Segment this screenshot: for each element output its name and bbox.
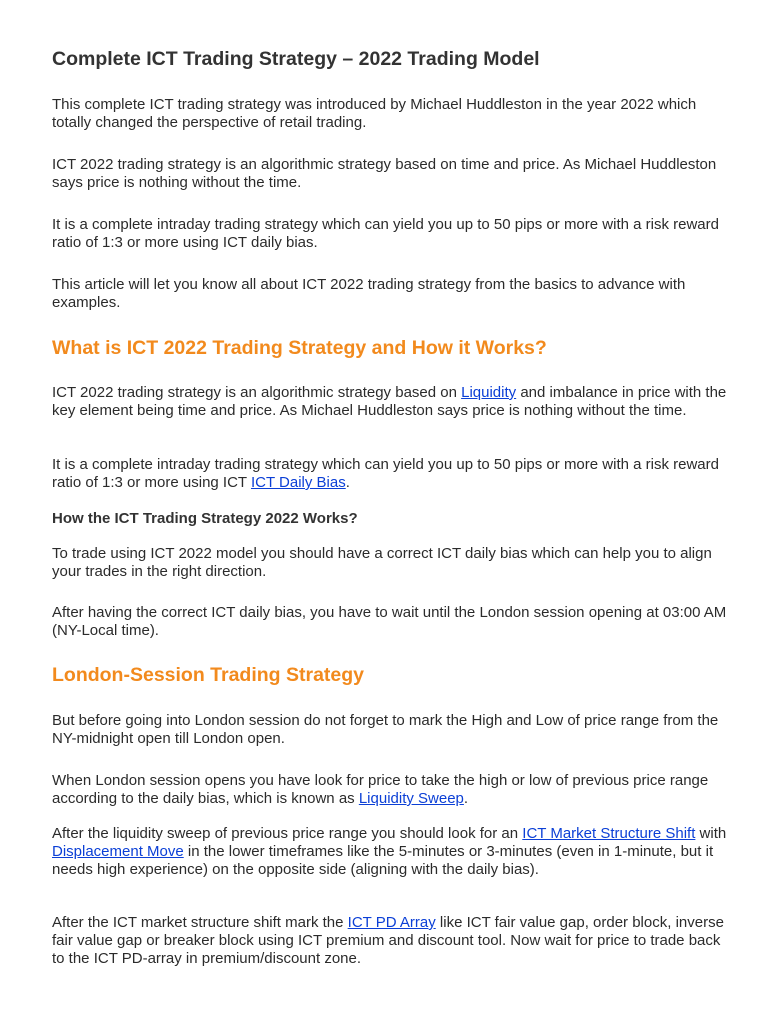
section1-p2-text-b: . — [345, 474, 350, 491]
section1-subheading: How the ICT Trading Strategy 2022 Works? — [52, 510, 358, 527]
section2-heading: London-Session Trading Strategy — [52, 664, 365, 686]
section2-p4-text-b: like ICT fair value gap, order block, inverse fair value gap or breaker block using ICT premium and discount tool. Now wait for price to trade back to the ICT PD-array in premium/discount zone. — [52, 914, 724, 967]
section2-paragraph-1: But before going into London session do not forget to mark the High and Low of price range from the NY-midnight open till London open. — [52, 712, 719, 747]
section2-p2-text-a: When London session opens you have look for price to take the high or low of previous price range according to the daily bias, which is known as — [52, 772, 709, 807]
section1-paragraph-3: To trade using ICT 2022 model you should have a correct ICT daily bias which can help you to align your trades in the right direction. — [52, 545, 712, 580]
displacement-move-link[interactable]: Displacement Move — [52, 843, 184, 860]
section1-heading: What is ICT 2022 Trading Strategy and How it Works? — [52, 337, 547, 359]
section2-p4-text-a: After the ICT market structure shift mark the — [52, 914, 348, 931]
intro-paragraph-3: It is a complete intraday trading strategy which can yield you up to 50 pips or more with a risk reward ratio of 1:3 or more using ICT daily bias. — [52, 216, 719, 251]
section1-p1-text-b: and imbalance in price with the key element being time and price. As Michael Huddleston says price is nothing without the time. — [52, 384, 727, 419]
ict-pd-array-link[interactable]: ICT PD Array — [347, 914, 436, 931]
section1-p1-text-a: ICT 2022 trading strategy is an algorithmic strategy based on — [52, 384, 462, 401]
intro-paragraph-1: This complete ICT trading strategy was introduced by Michael Huddleston in the year 2022 which totally changed the perspective of retail trading. — [52, 96, 697, 131]
liquidity-link[interactable]: Liquidity — [461, 384, 517, 401]
section1-paragraph-4: After having the correct ICT daily bias, you have to wait until the London session opening at 03:00 AM (NY-Local time). — [52, 604, 727, 639]
liquidity-sweep-link[interactable]: Liquidity Sweep — [358, 790, 464, 807]
section2-p2-text-b: . — [463, 790, 469, 807]
section1-p2-text-a: It is a complete intraday trading strategy which can yield you up to 50 pips or more with a risk reward ratio of 1:3 or more using ICT — [52, 456, 719, 491]
ict-market-structure-shift-link[interactable]: ICT Market Structure Shift — [522, 825, 696, 842]
intro-paragraph-2: ICT 2022 trading strategy is an algorithmic strategy based on time and price. As Michael Huddleston says price is nothing without the time. — [52, 156, 717, 191]
section2-paragraph-2 — [52, 772, 728, 808]
section2-p3-text-a: After the liquidity sweep of previous price range you should look for an — [52, 825, 523, 842]
page-title: Complete ICT Trading Strategy – 2022 Trading Model — [52, 48, 540, 70]
intro-paragraph-4: This article will let you know all about ICT 2022 trading strategy from the basics to advance with examples. — [52, 276, 686, 311]
section2-paragraph-3 — [52, 825, 728, 879]
section2-paragraph-4 — [52, 914, 728, 968]
section1-paragraph-1 — [52, 384, 728, 420]
section2-p3-text-b: in the lower timeframes like the 5-minutes or 3-minutes (even in 1-minute, but it needs high experience) on the opposite side (aligning with the daily bias). — [52, 843, 714, 878]
section1-paragraph-2 — [52, 456, 728, 492]
section2-p3-text-mid: with — [695, 825, 727, 842]
ict-daily-bias-link[interactable]: ICT Daily Bias — [250, 474, 346, 491]
